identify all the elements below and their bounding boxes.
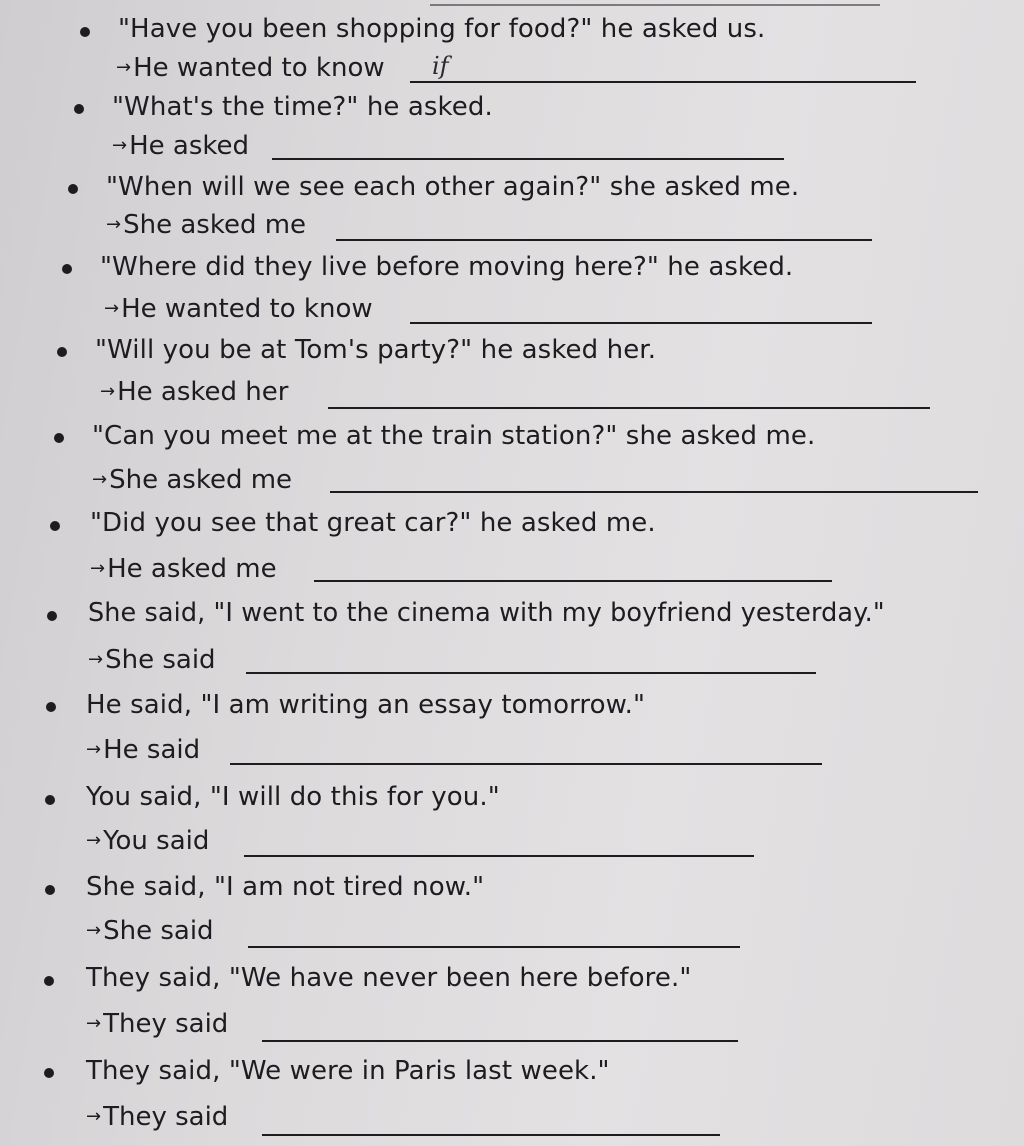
- bullet-icon: [57, 347, 67, 357]
- question-text: He said, "I am writing an essay tomorrow.": [86, 690, 646, 720]
- bullet-icon: [50, 521, 60, 531]
- answer-blank[interactable]: [248, 946, 740, 948]
- prompt-text: He asked me: [107, 554, 277, 584]
- prompt-text: He wanted to know: [133, 53, 385, 83]
- arrow-icon: →: [86, 739, 102, 760]
- answer-blank[interactable]: [410, 322, 872, 324]
- question-text: "What's the time?" he asked.: [112, 92, 493, 122]
- question-text: "Have you been shopping for food?" he asked us.: [118, 14, 766, 44]
- arrow-icon: →: [116, 57, 132, 78]
- bullet-icon: [44, 1068, 54, 1078]
- arrow-icon: →: [112, 135, 128, 156]
- arrow-icon: →: [92, 469, 108, 490]
- prompt-text: You said: [103, 826, 210, 856]
- arrow-icon: →: [100, 381, 116, 402]
- answer-blank[interactable]: [246, 672, 816, 674]
- question-text: "When will we see each other again?" she asked me.: [106, 172, 800, 202]
- bullet-icon: [46, 702, 56, 712]
- answer-prompt: [90, 553, 277, 585]
- answer-blank[interactable]: [330, 491, 978, 493]
- answer-prompt: [112, 130, 249, 162]
- arrow-icon: →: [88, 649, 104, 670]
- answer-prompt: [86, 825, 209, 857]
- answer-blank[interactable]: [244, 855, 754, 857]
- prompt-text: She asked me: [109, 465, 293, 495]
- bullet-icon: [54, 433, 64, 443]
- arrow-icon: →: [104, 298, 120, 319]
- prompt-text: He wanted to know: [121, 294, 373, 324]
- bullet-icon: [62, 264, 72, 274]
- answer-blank[interactable]: [272, 158, 784, 160]
- question-text: They said, "We were in Paris last week.": [86, 1056, 610, 1086]
- question-text: "Will you be at Tom's party?" he asked her.: [95, 335, 657, 365]
- arrow-icon: →: [106, 214, 122, 235]
- question-text: "Can you meet me at the train station?" she asked me.: [92, 421, 816, 451]
- answer-blank[interactable]: [262, 1040, 738, 1042]
- bullet-icon: [74, 104, 84, 114]
- question-text: "Did you see that great car?" he asked me.: [90, 508, 656, 538]
- prompt-text: She asked me: [123, 210, 307, 240]
- arrow-icon: →: [86, 830, 102, 851]
- arrow-icon: →: [86, 1013, 102, 1034]
- answer-prompt: [86, 1008, 228, 1040]
- answer-prompt: [88, 644, 216, 676]
- answer-blank[interactable]: [336, 239, 872, 241]
- answer-prompt: [106, 209, 306, 241]
- answer-prompt: [104, 293, 373, 325]
- bullet-icon: [45, 795, 55, 805]
- question-text: You said, "I will do this for you.": [86, 782, 500, 812]
- handwritten-answer: if: [432, 52, 449, 80]
- arrow-icon: →: [86, 920, 102, 941]
- answer-blank[interactable]: [230, 763, 822, 765]
- question-text: "Where did they live before moving here?" he asked.: [100, 252, 794, 282]
- answer-prompt: [86, 734, 200, 766]
- arrow-icon: →: [86, 1106, 102, 1127]
- bullet-icon: [44, 976, 54, 986]
- bullet-icon: [68, 184, 78, 194]
- answer-prompt: [92, 464, 292, 496]
- prompt-text: She said: [105, 645, 216, 675]
- question-text: She said, "I am not tired now.": [86, 872, 485, 902]
- arrow-icon: →: [90, 558, 106, 579]
- answer-prompt: [86, 915, 214, 947]
- bullet-icon: [45, 885, 55, 895]
- question-text: They said, "We have never been here before.": [86, 963, 692, 993]
- question-text: She said, "I went to the cinema with my boyfriend yesterday.": [88, 598, 885, 628]
- prompt-text: He said: [103, 735, 201, 765]
- prompt-text: He asked: [129, 131, 250, 161]
- answer-blank[interactable]: [328, 407, 930, 409]
- answer-prompt: [100, 376, 288, 408]
- answer-blank[interactable]: [262, 1134, 720, 1136]
- prompt-text: He asked her: [117, 377, 289, 407]
- prompt-text: They said: [103, 1009, 229, 1039]
- answer-blank[interactable]: [314, 580, 832, 582]
- prompt-text: They said: [103, 1102, 229, 1132]
- answer-prompt: [86, 1101, 228, 1133]
- prompt-text: She said: [103, 916, 214, 946]
- bullet-icon: [47, 611, 57, 621]
